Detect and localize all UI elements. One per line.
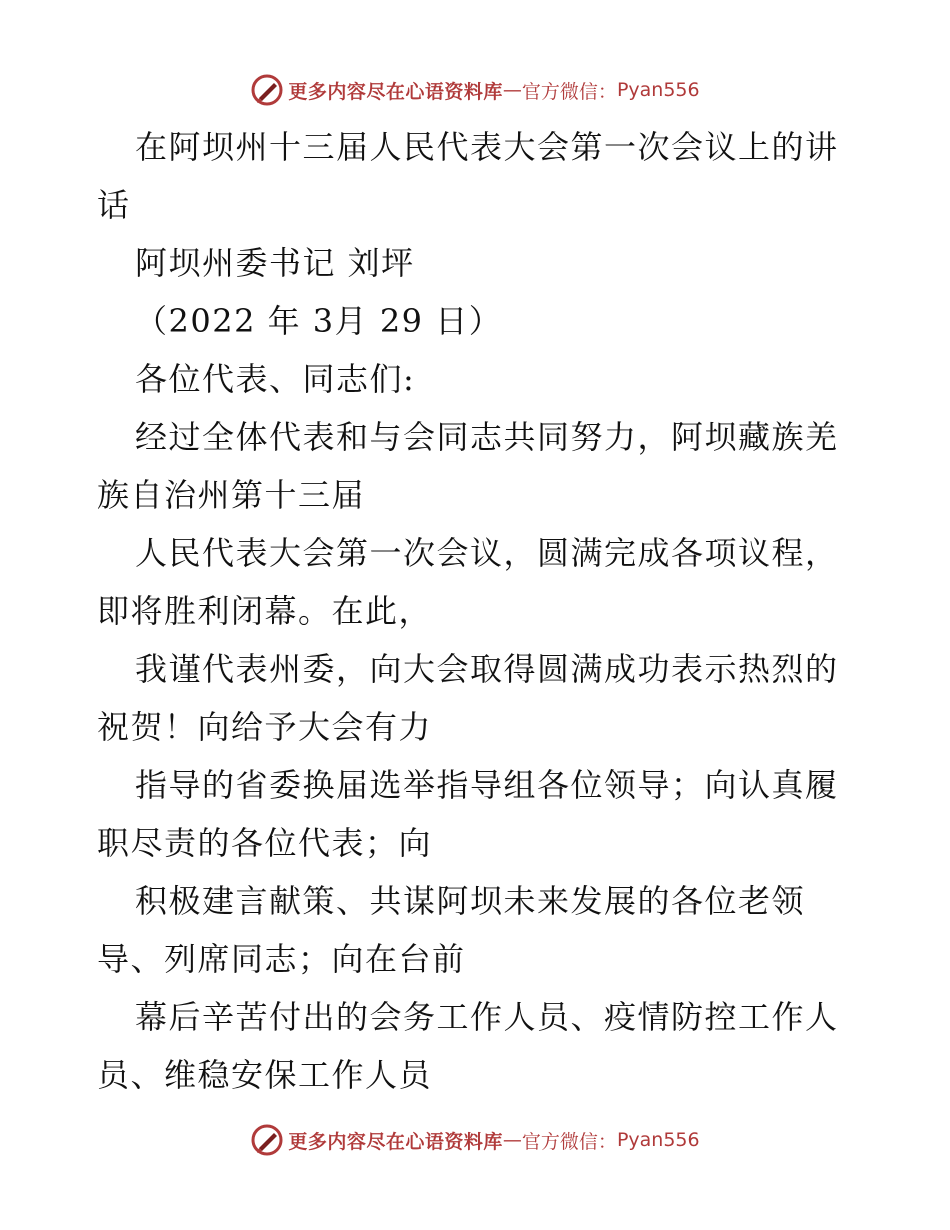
document-line: 经过全体代表和与会同志共同努力，阿坝藏族羌 [135, 418, 839, 456]
document-line: 导、列席同志；向在台前 [97, 940, 466, 978]
document-line: 祝贺！向给予大会有力 [97, 708, 433, 746]
document-line: 阿坝州委书记 刘坪 [135, 244, 415, 282]
document-line: （2022 年 3月 29 日） [135, 302, 503, 340]
pen-logo-icon [250, 1123, 284, 1157]
banner-wechat-id: Pyan556 [616, 1129, 700, 1151]
document-line: 员、维稳安保工作人员 [97, 1056, 433, 1094]
document-line: 积极建言献策、共谋阿坝未来发展的各位老领 [135, 882, 806, 920]
document-line: 即将胜利闭幕。在此， [97, 592, 433, 630]
document-line: 在阿坝州十三届人民代表大会第一次会议上的讲 [135, 128, 839, 166]
banner-main-text: 更多内容尽在心语资料库 [288, 1130, 503, 1153]
document-line: 人民代表大会第一次会议，圆满完成各项议程， [135, 534, 839, 572]
header-watermark-banner [0, 70, 950, 110]
banner-dash: — [502, 79, 522, 101]
document-body [97, 118, 857, 1104]
footer-watermark-banner [0, 1120, 950, 1160]
document-line: 我谨代表州委，向大会取得圆满成功表示热烈的 [135, 650, 839, 688]
banner-dash: — [502, 1129, 522, 1151]
banner-wechat-id: Pyan556 [616, 79, 700, 101]
document-line: 指导的省委换届选举指导组各位领导；向认真履 [135, 766, 839, 804]
banner-wechat-label: 官方微信： [521, 1130, 617, 1153]
document-line: 各位代表、同志们: [135, 360, 416, 398]
document-line: 职尽责的各位代表；向 [97, 824, 433, 862]
banner-wechat-label: 官方微信： [521, 80, 617, 103]
document-line: 话 [97, 186, 131, 224]
pen-logo-icon [250, 73, 284, 107]
banner-main-text: 更多内容尽在心语资料库 [288, 80, 503, 103]
document-line: 族自治州第十三届 [97, 476, 366, 514]
document-line: 幕后辛苦付出的会务工作人员、疫情防控工作人 [135, 998, 839, 1036]
